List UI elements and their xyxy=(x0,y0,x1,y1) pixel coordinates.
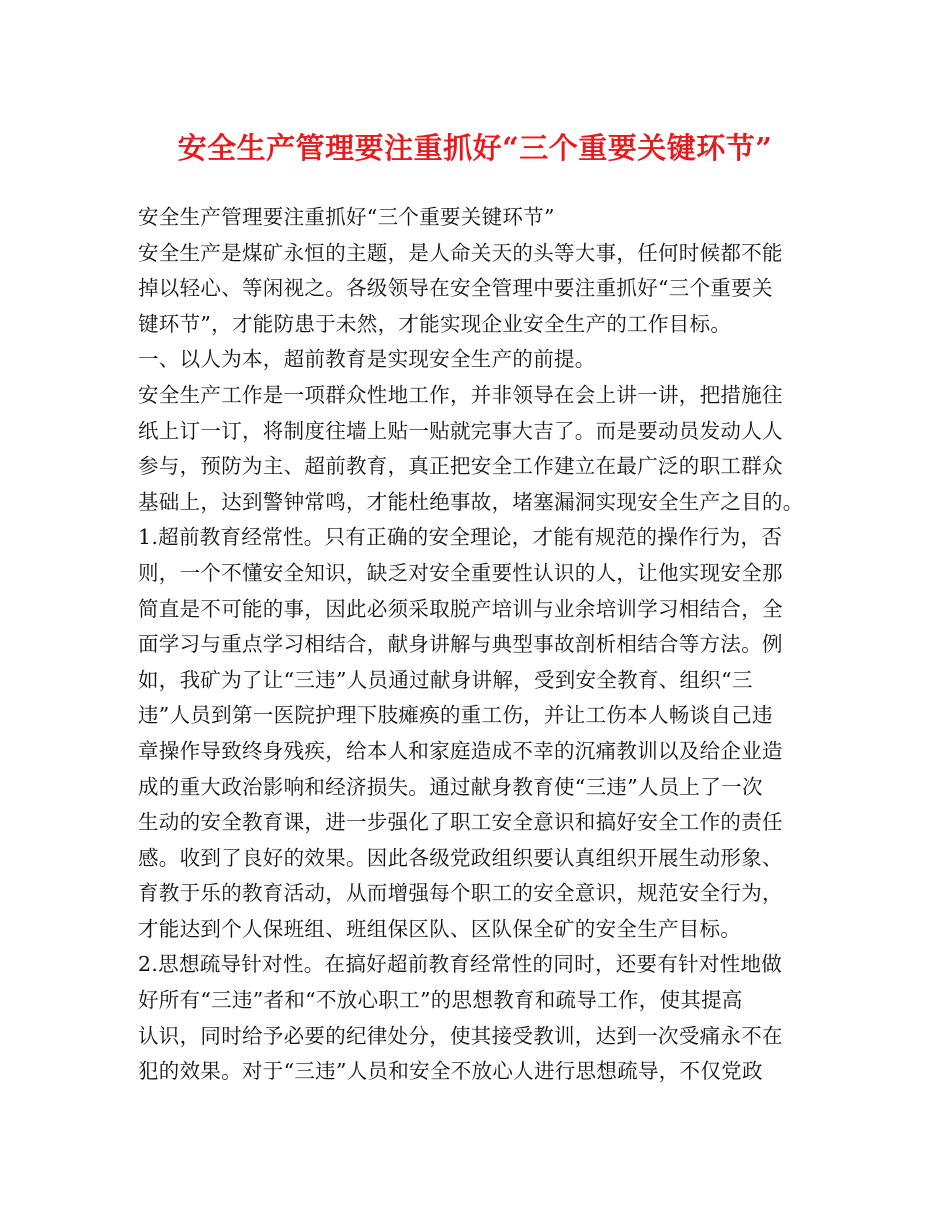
body-line: 犯的效果。对于“三违”人员和安全不放心人进行思想疏导，不仅党政 xyxy=(138,1059,763,1084)
body-line: 安全生产是煤矿永恒的主题，是人命关天的头等大事，任何时候都不能 xyxy=(138,240,783,265)
body-line: 生动的安全教育课，进一步强化了职工安全意识和搞好安全工作的责任 xyxy=(138,810,783,835)
body-line: 2.思想疏导针对性。在搞好超前教育经常性的同时，还要有针对性地做 xyxy=(138,952,783,977)
body-line: 参与，预防为主、超前教育，真正把安全工作建立在最广泛的职工群众 xyxy=(138,454,783,479)
body-line: 认识，同时给予必要的纪律处分，使其接受教训，达到一次受痛永不在 xyxy=(138,1023,783,1048)
body-line: 违”人员到第一医院护理下肢瘫痪的重工伤，并让工伤本人畅谈自己违 xyxy=(138,703,773,728)
body-line: 如，我矿为了让“三违”人员通过献身讲解，受到安全教育、组织“三 xyxy=(138,667,753,692)
body-line: 好所有“三违”者和“不放心职工”的思想教育和疏导工作，使其提高 xyxy=(138,988,743,1013)
body-line: 面学习与重点学习相结合，献身讲解与典型事故剖析相结合等方法。例 xyxy=(138,632,783,657)
document-body xyxy=(138,200,828,1090)
body-line: 育教于乐的教育活动，从而增强每个职工的安全意识，规范安全行为， xyxy=(138,881,783,906)
body-line: 1.超前教育经常性。只有正确的安全理论，才能有规范的操作行为，否 xyxy=(138,525,783,550)
body-line: 才能达到个人保班组、班组保区队、区队保全矿的安全生产目标。 xyxy=(138,916,742,941)
body-line: 成的重大政治影响和经济损失。通过献身教育使“三违”人员上了一次 xyxy=(138,774,763,799)
body-line: 安全生产管理要注重抓好“三个重要关键环节” xyxy=(138,205,555,229)
body-line: 掉以轻心、等闲视之。各级领导在安全管理中要注重抓好“三个重要关 xyxy=(138,276,773,301)
body-line: 安全生产工作是一项群众性地工作，并非领导在会上讲一讲，把措施往 xyxy=(138,382,783,407)
body-line: 纸上订一订，将制度往墙上贴一贴就完事大吉了。而是要动员发动人人 xyxy=(138,418,783,443)
body-line: 基础上，达到警钟常鸣，才能杜绝事故，堵塞漏洞实现安全生产之目的。 xyxy=(138,489,804,514)
body-line: 键环节”，才能防患于未然，才能实现企业安全生产的工作目标。 xyxy=(138,311,732,336)
body-line: 则，一个不懂安全知识，缺乏对安全重要性认识的人，让他实现安全那 xyxy=(138,560,783,585)
body-line: 感。收到了良好的效果。因此各级党政组织要认真组织开展生动形象、 xyxy=(138,845,783,870)
body-line: 章操作导致终身残疾，给本人和家庭造成不幸的沉痛教训以及给企业造 xyxy=(138,738,783,763)
body-line: 一、以人为本，超前教育是实现安全生产的前提。 xyxy=(138,347,596,372)
body-line: 简直是不可能的事，因此必须采取脱产培训与业余培训学习相结合，全 xyxy=(138,596,783,621)
document-title: 安全生产管理要注重抓好“三个重要关键环节” xyxy=(177,131,773,165)
